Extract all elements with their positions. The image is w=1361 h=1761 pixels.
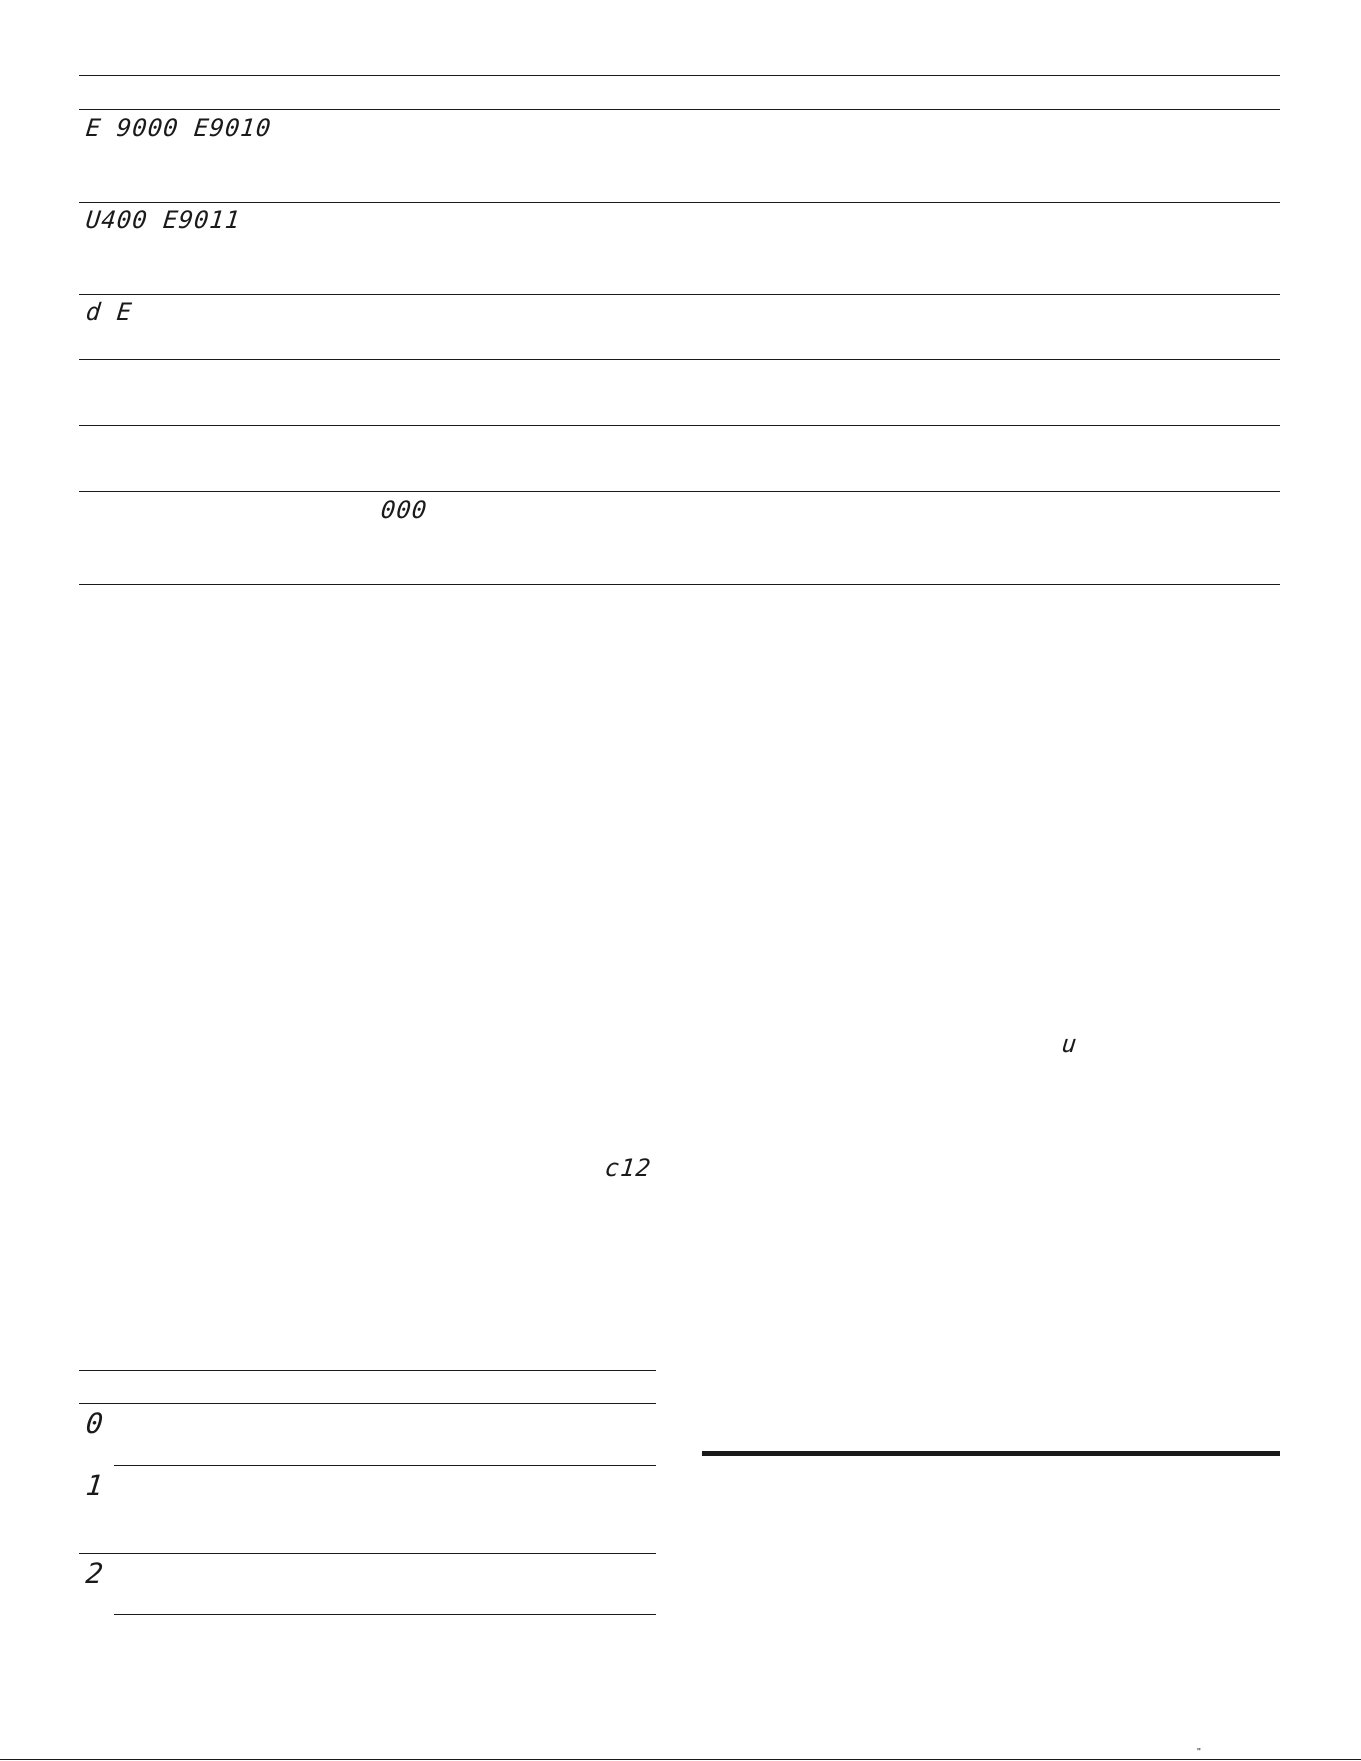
fault-table-top-rule xyxy=(79,75,1280,76)
fault-table-row-rule-4 xyxy=(79,425,1280,426)
level-value-2: 2 xyxy=(84,1557,106,1590)
inline-code-u: u xyxy=(1060,1030,1079,1058)
section-divider xyxy=(702,1451,1280,1456)
level-table-row-rule-1 xyxy=(114,1465,656,1466)
fault-table-header-rule xyxy=(79,109,1280,110)
fault-table-row-rule-3 xyxy=(79,359,1280,360)
level-table-bottom-rule xyxy=(114,1614,656,1615)
footer-rule xyxy=(0,1759,1361,1760)
level-value-0: 0 xyxy=(84,1407,106,1440)
fault-table-row-rule-2 xyxy=(79,294,1280,295)
inline-code-c12: c12 xyxy=(603,1154,653,1182)
footer-mark: '' xyxy=(1197,1747,1201,1758)
fault-table-row-rule-5 xyxy=(79,491,1280,492)
fault-table-row-rule-1 xyxy=(79,202,1280,203)
level-table-row-rule-2 xyxy=(79,1553,656,1554)
level-value-1: 1 xyxy=(84,1469,106,1502)
fault-code-row-6: 000 xyxy=(379,496,429,524)
level-table-header-rule xyxy=(79,1403,656,1404)
level-table-top-rule xyxy=(79,1370,656,1371)
fault-code-row-2: U400 E9011 xyxy=(84,206,242,234)
fault-code-row-3: d E xyxy=(84,298,134,326)
fault-code-row-1: E 9000 E9010 xyxy=(84,114,273,142)
fault-table-bottom-rule xyxy=(79,584,1280,585)
